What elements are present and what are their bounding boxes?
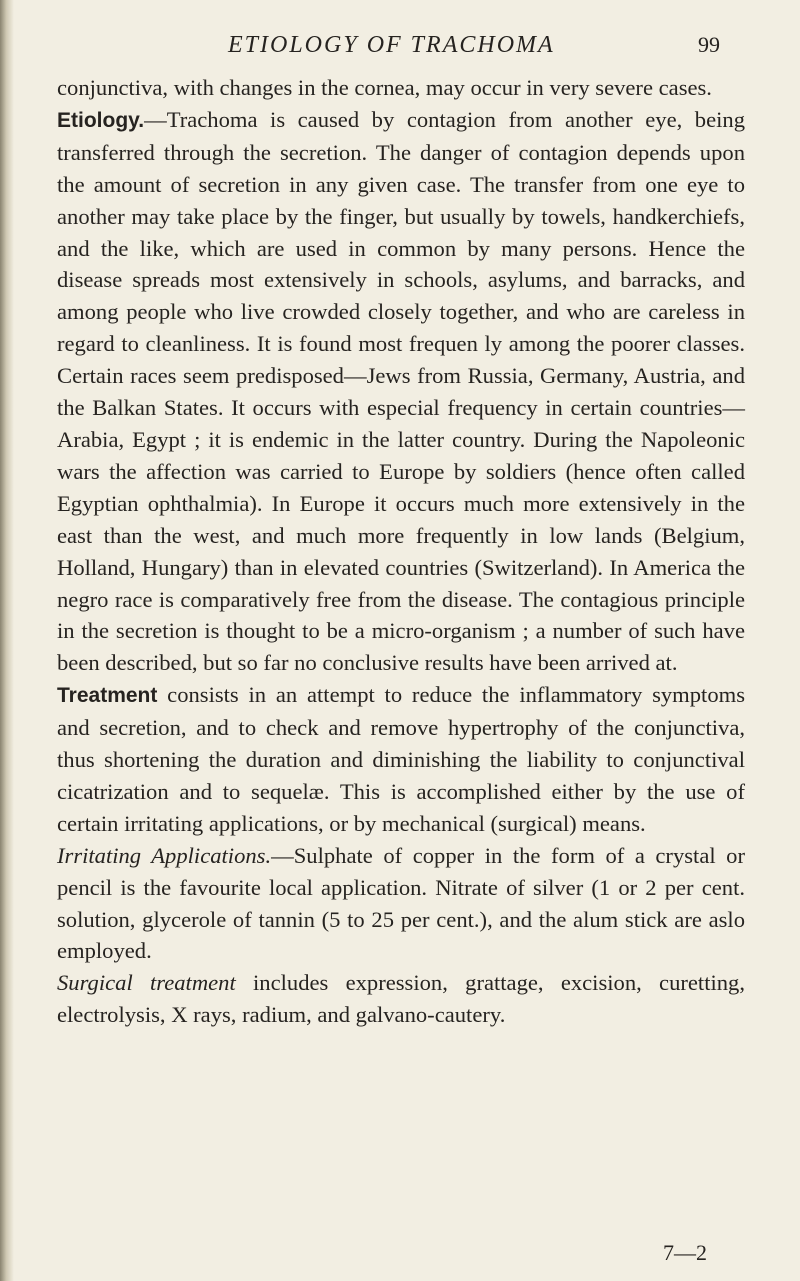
paragraph-text: —Sulphate of copper in the form of a crystal or pencil is the favourite local application. Nitrate of silver (1 or 2 per cent. solution, glycerole of tannin (5 to 25 per cent.), and the alum stick are aslo employed. — [57, 842, 746, 964]
subheading-surgical-treatment: Surgical treatment — [57, 970, 236, 996]
paragraph-text: consists in an attempt to reduce the inflammatory symptoms and secretion, and to check and remove hypertrophy of the conjunctiva, thus shortening the duration and diminishing the liability to conjunctival cicatrization and to sequelæ. This is accomplished either by the use of certain irritating applications, or by mechanical (surgical) means. — [57, 682, 745, 836]
paragraph-text: conjunctiva, with changes in the cornea, may occur in very severe cases. — [57, 75, 712, 100]
page-number: 99 — [698, 32, 720, 57]
paragraph-text: includes expression, grattage, excision, curetting, electrolysis, X rays, radium, and galvano-cautery. — [57, 970, 745, 1028]
subheading-irritating-applications: Irritating Applications. — [57, 842, 272, 868]
paragraph-treatment — [57, 679, 745, 840]
paragraph-etiology — [57, 104, 745, 679]
paragraph-continuation — [57, 72, 745, 104]
signature-mark: 7—2 — [663, 1240, 707, 1265]
page-header — [120, 28, 720, 62]
paragraph-text: —Trachoma is caused by contagion from another eye, being transferred through the secretion. The danger of contagion depends upon the amount of secretion in any given case. The transfer from one eye to another may take place by the finger, but usually by towels, handkerchiefs, and the like, which are used in common by many persons. Hence the disease spreads most extensively in schools, asylums, and barracks, and among people who live crowded closely together, and who are careless in regard to cleanliness. It is found most frequen ly among the poorer classes. Certain races seem predisposed—Jews from Russia, Germany, Austria, and the Balkan States. It occurs with especial frequency in certain countries—Arabia, Egypt ; it is endemic in the latter country. During the Napoleonic wars the affection was carried to Europe by soldiers (hence often called Egyptian ophthalmia). In Europe it occurs much more extensively in the east than the west, and much more frequently in low lands (Belgium, Holland, Hungary) than in elevated countries (Switzerland). In America the negro race is comparatively free from the disease. The contagious principle in the secretion is thought to be a micro-organism ; a number of such have been described, but so far no conclusive results have been arrived at. — [57, 106, 745, 676]
page-edge-shadow — [0, 0, 14, 1281]
paragraph-surgical-treatment — [57, 967, 745, 1031]
paragraph-irritating-applications — [57, 840, 745, 968]
section-heading-treatment: Treatment — [57, 684, 158, 708]
section-heading-etiology: Etiology. — [57, 108, 145, 132]
running-title: ETIOLOGY OF TRACHOMA — [228, 32, 555, 58]
body-text — [57, 72, 745, 1031]
